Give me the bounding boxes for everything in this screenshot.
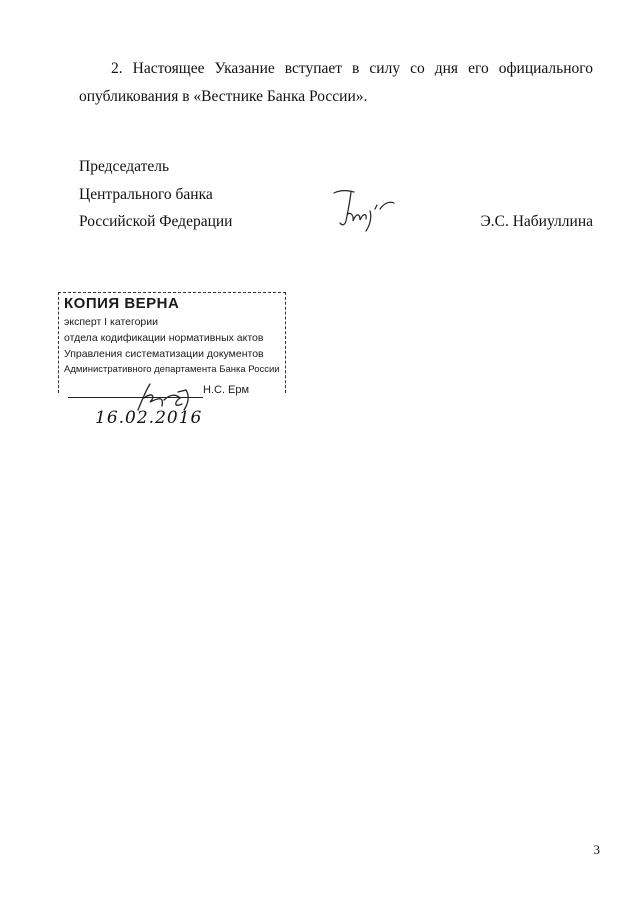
chair-signature — [320, 185, 400, 233]
handwritten-date: 16.02.2016 — [95, 408, 203, 428]
paragraph-line-1: 2. Настоящее Указание вступает в силу со дня его официального — [111, 60, 593, 77]
signatory-title-line-1: Председатель — [79, 158, 170, 175]
signatory-title-line-3: Российской Федерации — [79, 213, 233, 230]
paragraph-line-2: опубликования в «Вестнике Банка России». — [79, 88, 368, 105]
paragraph-effective-date — [79, 55, 593, 111]
stamp-title: КОПИЯ ВЕРНА — [64, 295, 180, 312]
stamp-line-4: Административного департамента Банка России — [64, 364, 280, 375]
stamp-line-1: эксперт I категории — [64, 316, 158, 328]
signatory-name: Э.С. Набиуллина — [480, 213, 593, 230]
stamp-line-3: Управления систематизации документов — [64, 348, 264, 360]
page-number: 3 — [593, 842, 600, 857]
stamp-signer: Н.С. Ерм — [203, 384, 250, 396]
stamp-line-2: отдела кодификации нормативных актов — [64, 332, 264, 344]
signatory-title-line-2: Центрального банка — [79, 186, 213, 203]
